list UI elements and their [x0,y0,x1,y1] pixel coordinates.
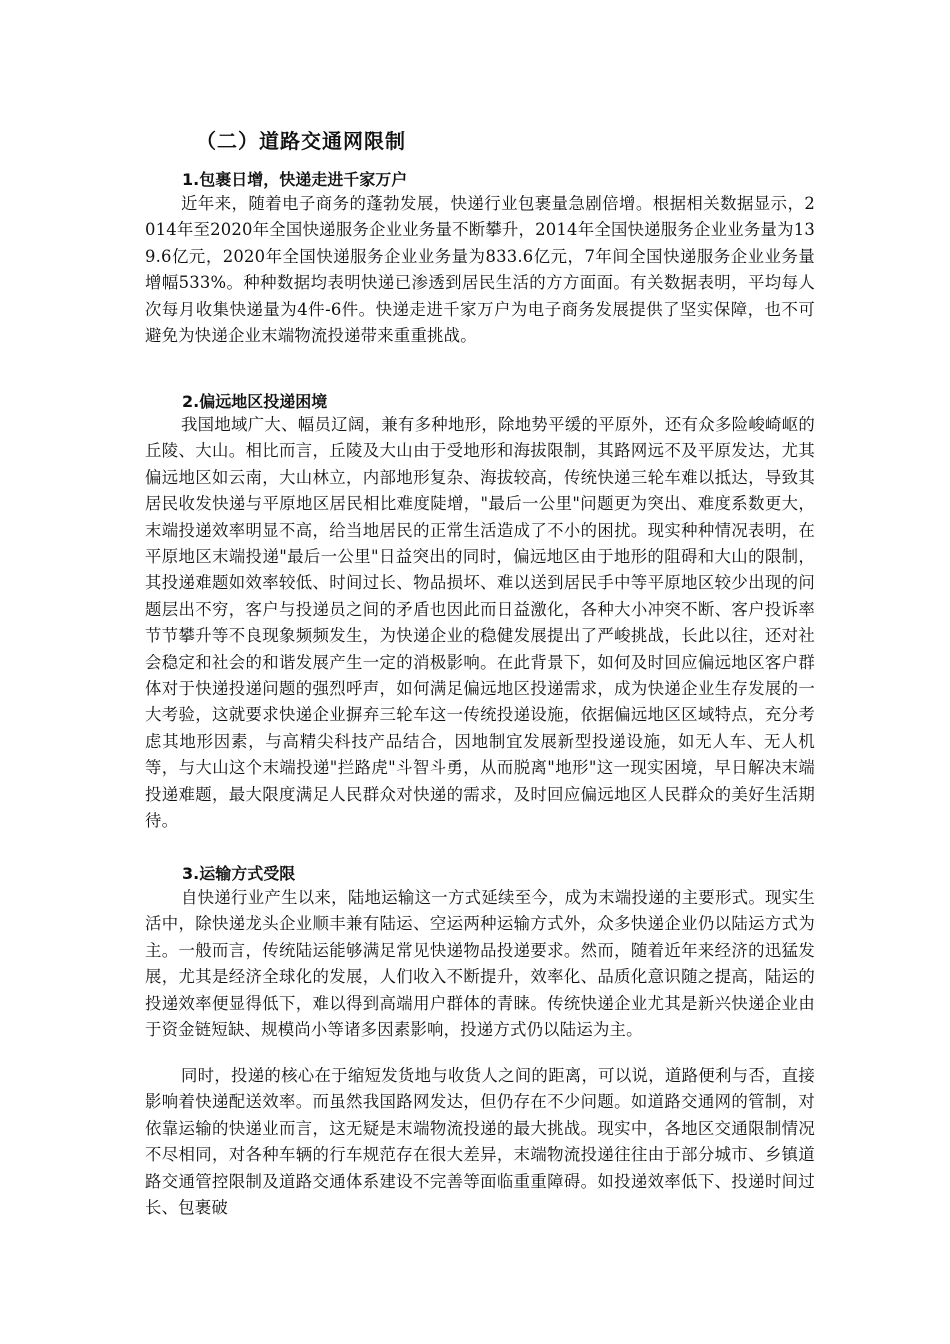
section-title: （二）道路交通网限制 [196,129,406,153]
paragraph-2: 我国地域广大、幅员辽阔，兼有多种地形，除地势平缓的平原外，还有众多险峻崎岖的丘陵、大山。相比而言，丘陵及大山由于受地形和海拔限制，其路网远不及平原发达，尤其偏远地区如云南，大山林立，内部地形复杂、海拔较高，传统快递三轮车难以抵达，导致其居民收发快递与平原地区居民相比难度陡增，"最后一公里"问题更为突出、难度系数更大，末端投递效率明显不高，给当地居民的正常生活造成了不小的困扰。现实种种情况表明，在平原地区末端投递"最后一公里"日益突出的同时，偏远地区由于地形的阻碍和大山的限制，其投递难题如效率较低、时间过长、物品损坏、难以送到居民手中等平原地区较少出现的问题层出不穷，客户与投递员之间的矛盾也因此而日益激化，各种大小冲突不断、客户投诉率节节攀升等不良现象频频发生，为快递企业的稳健发展提出了严峻挑战，长此以往，还对社会稳定和社会的和谐发展产生一定的消极影响。在此背景下，如何及时回应偏远地区客户群体对于快递投递问题的强烈呼声，如何满足偏远地区投递需求，成为快递企业生存发展的一大考验，这就要求快递企业摒弃三轮车这一传统投递设施，依据偏远地区区域特点，充分考虑其地形因素，与高精尖科技产品结合，因地制宜发展新型投递设施，如无人车、无人机等，与大山这个末端投递"拦路虎"斗智斗勇，从而脱离"地形"这一现实困境，早日解决末端投递难题，最大限度满足人民群众对快递的需求，及时回应偏远地区人民群众的美好生活期待。 [145,415,815,831]
paragraph-4: 同时，投递的核心在于缩短发货地与收货人之间的距离，可以说，道路便利与否，直接影响着快递配送效率。而虽然我国路网发达，但仍存在不少问题。如道路交通网的管制，对依靠运输的快递业而言，这无疑是末端物流投递的最大挑战。现实中，各地区交通限制情况不尽相同，对各种车辆的行车规范存在很大差异，末端物流投递往往由于部分城市、乡镇道路交通管控限制及道路交通体系建设不完善等面临重重障碍。如投递效率低下、投递时间过长、包裹破 [145,1066,815,1218]
subsection-heading-3: 3.运输方式受限 [182,864,296,883]
paragraph-3: 自快递行业产生以来，陆地运输这一方式延续至今，成为末端投递的主要形式。现实生活中，除快递龙头企业顺丰兼有陆运、空运两种运输方式外，众多快递企业仍以陆运方式为主。一般而言，传统陆运能够满足常见快递物品投递要求。然而，随着近年来经济的迅猛发展，尤其是经济全球化的发展，人们收入不断提升，效率化、品质化意识随之提高，陆运的投递效率便显得低下，难以得到高端用户群体的青睐。传统快递企业尤其是新兴快递企业由于资金链短缺、规模尚小等诸多因素影响，投递方式仍以陆运为主。 [145,888,815,1040]
subsection-heading-2: 2.偏远地区投递困境 [182,392,328,411]
paragraph-1: 近年来，随着电子商务的蓬勃发展，快递行业包裹量急剧倍增。根据相关数据显示，2014年至2020年全国快递服务企业业务量不断攀升，2014年全国快递服务企业业务量为139.6亿元，2020年全国快递服务企业业务量为833.6亿元，7年间全国快递服务企业业务量增幅533%。种种数据均表明快递已渗透到居民生活的方方面面。有关数据表明，平均每人次每月收集快递量为4件-6件。快递走进千家万户为电子商务发展提供了坚实保障，也不可避免为快递企业末端物流投递带来重重挑战。 [145,194,815,346]
subsection-heading-1: 1.包裹日增，快递走进千家万户 [182,170,408,189]
